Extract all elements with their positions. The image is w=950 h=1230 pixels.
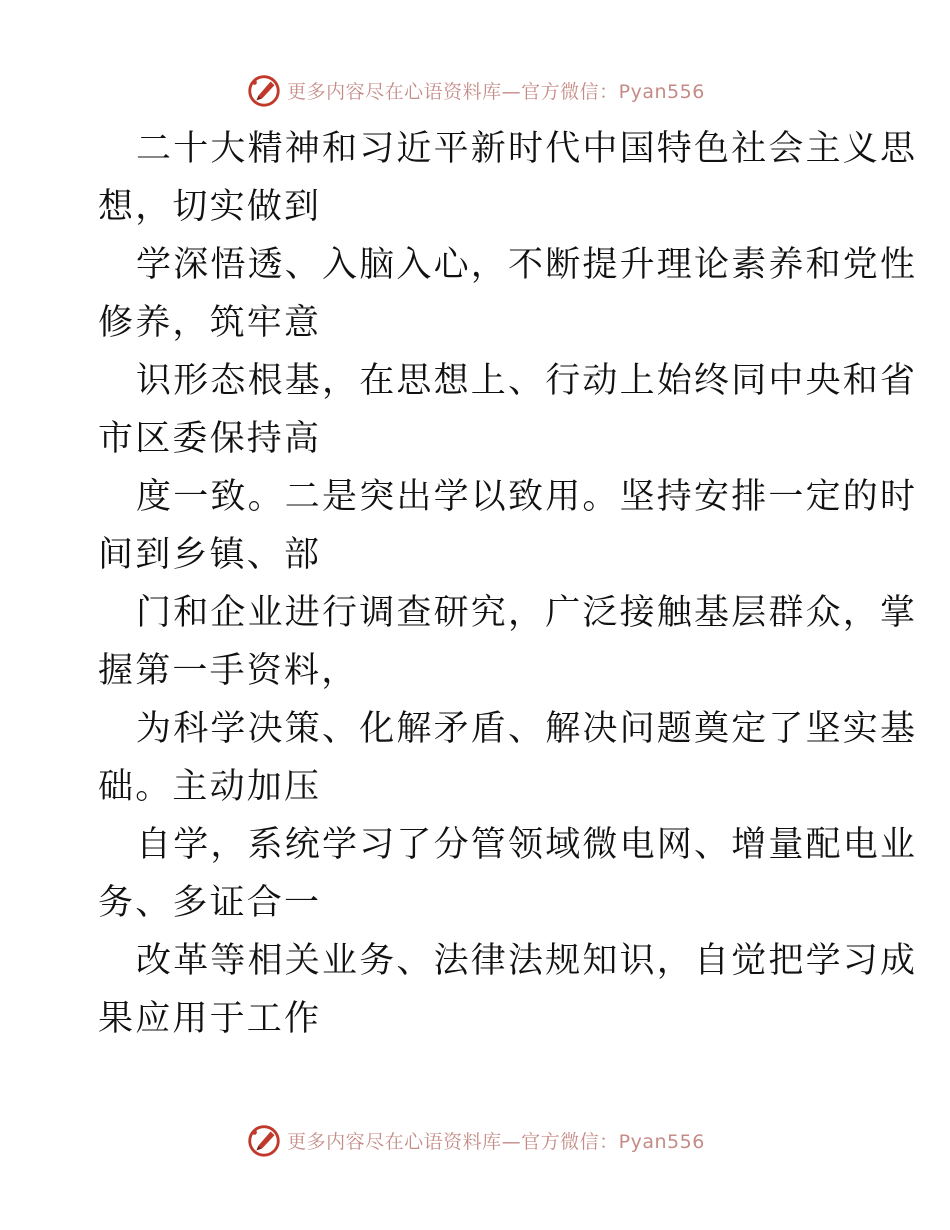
paragraph-line: 自学，系统学习了分管领域微电网、增量配电业 <box>136 825 918 865</box>
pen-logo-icon <box>245 71 283 109</box>
pen-logo-icon <box>245 1121 283 1159</box>
document-body <box>98 120 918 1048</box>
paragraph-line: 识形态根基，在思想上、行动上始终同中央和省 <box>136 361 918 401</box>
paragraph-line: 修养，筑牢意 <box>98 303 322 343</box>
paragraph-line: 务、多证合一 <box>98 883 322 923</box>
paragraph-line: 门和企业进行调查研究，广泛接触基层群众，掌 <box>136 593 918 633</box>
paragraph-line: 想，切实做到 <box>98 187 322 227</box>
paragraph-line: 学深悟透、入脑入心，不断提升理论素养和党性 <box>136 245 918 285</box>
paragraph-line: 果应用于工作 <box>98 999 322 1039</box>
paragraph-line: 为科学决策、化解矛盾、解决问题奠定了坚实基 <box>136 709 918 749</box>
paragraph-line: 二十大精神和习近平新时代中国特色社会主义思 <box>136 129 918 169</box>
watermark-header <box>0 70 950 110</box>
paragraph-line: 握第一手资料， <box>98 651 359 691</box>
watermark-text: 更多内容尽在心语资料库—官方微信：Pyan556 <box>287 80 705 103</box>
paragraph-line: 市区委保持高 <box>98 419 322 459</box>
paragraph-line: 度一致。二是突出学以致用。坚持安排一定的时 <box>136 477 918 517</box>
paragraph-line: 础。主动加压 <box>98 767 322 807</box>
watermark-text: 更多内容尽在心语资料库—官方微信：Pyan556 <box>287 1130 705 1153</box>
paragraph-line: 改革等相关业务、法律法规知识，自觉把学习成 <box>136 941 918 981</box>
watermark-footer <box>0 1120 950 1160</box>
paragraph-line: 间到乡镇、部 <box>98 535 322 575</box>
